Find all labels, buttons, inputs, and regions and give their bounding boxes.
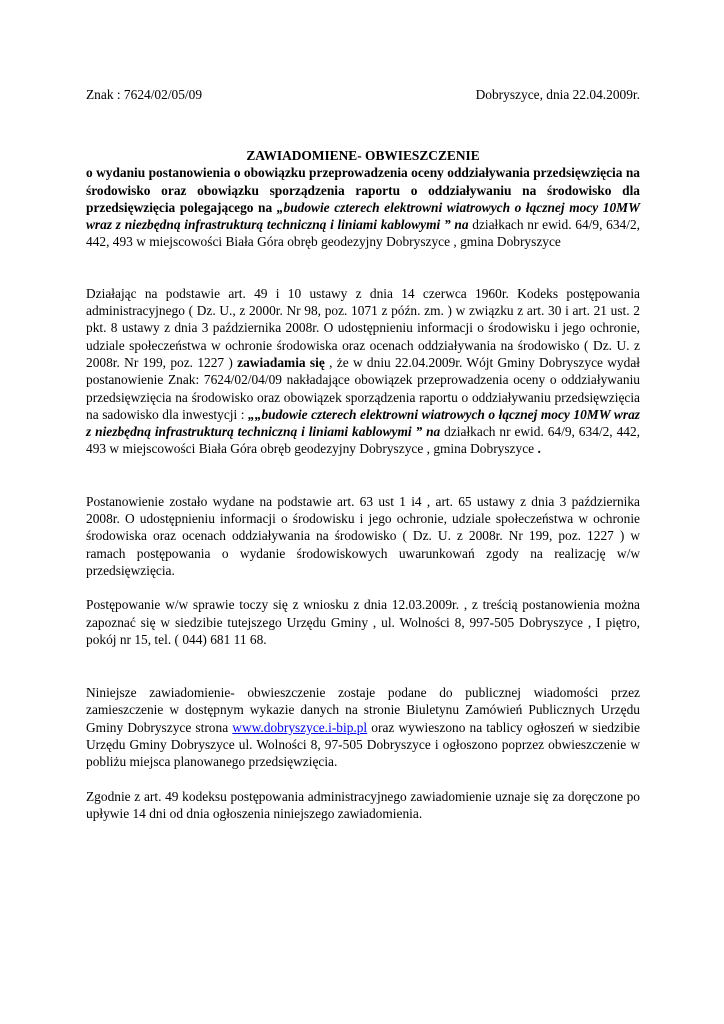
- paragraph-legal-basis: [86, 285, 640, 458]
- paragraph-1-end: .: [537, 441, 541, 457]
- document-header: [86, 86, 640, 103]
- paragraph-decision-basis: Postanowienie zostało wydane na podstawie art. 63 ust 1 i4 , art. 65 ustawy z dnia 3 października 2008r. O udostępnieniu informacji o środowisku i jego ochronie, udziale społeczeństwa w ochronie środowiska oraz ocenach oddziaływania na środowisko ( Dz. U. z 2008r. Nr 199, poz. 1227 ) w ramach postępowania o wydanie środowiskowych uwarunkowań zgody na realizację w/w przedsięwzięcia.: [86, 493, 640, 578]
- paragraph-proceedings: Postępowanie w/w sprawie toczy się z wniosku z dnia 12.03.2009r. , z treścią postanowienia można zapoznać się w siedzibie tutejszego Urzędu Gminy , ul. Wolności 8, 997-505 Dobryszyce , I piętro, pokój nr 15, tel. ( 044) 681 11 68.: [86, 597, 640, 647]
- document-title: ZAWIADOMIENE- OBWIESZCZENIE: [246, 148, 480, 163]
- paragraph-1-part-1: Działając na podstawie art. 49 i 10 ustawy z dnia 14 czerwca 1960r. Kodeks postępowania administracyjnego ( Dz. U., z 2000r. Nr 98, poz. 1071 z późn. zm. ) w związku z art. 30 i art. 21 ust. 2 pkt. 8 ustawy z dnia 3 października 2008r. O udostępnieniu informacji o środowisku i jego ochronie, udziale społeczeństwa w ochronie środowiska oraz ocenach oddziaływania na środowisko ( Dz. U. z 2008r. Nr 199, poz. 1227 ): [86, 285, 640, 370]
- document-subject: [86, 164, 640, 250]
- subject-location: działkach nr ewid. 64/9, 634/2, 442, 493 w miejscowości Biała Góra obręb geodezyjny Dobryszyce , gmina Dobryszyce: [86, 217, 641, 250]
- paragraph-publication: [86, 684, 640, 770]
- paragraph-1-project: „„budowie czterech elektrowni wiatrowych o łącznej mocy 10MW wraz z niezbędną infrastrukturą techniczną i liniami kablowymi ” na: [86, 406, 640, 440]
- paragraph-1-bold: zawiadamia się: [237, 354, 325, 370]
- paragraph-4-part-2: oraz wywieszono na tablicy ogłoszeń w siedzibie Urzędu Gminy Dobryszyce ul. Wolności 8, 97-505 Dobryszyce i ogłoszono poprzez obwieszczenie w pobliżu miejsca planowanego przedsięwzięcia.: [86, 719, 641, 770]
- paragraph-4-part-1: Niniejsze zawiadomienie- obwieszczenie zostaje podane do publicznej wiadomości przez zamieszczenie w dostępnym wykazie danych na stronie Biuletynu Zamówień Publicznych Urzędu Gminy Dobryszyce strona: [86, 685, 640, 735]
- reference-number: Znak : 7624/02/05/09: [86, 87, 203, 102]
- document-page: [86, 86, 640, 822]
- paragraph-1-part-3: działkach nr ewid. 64/9, 634/2, 442, 493 w miejscowości Biała Góra obręb geodezyjny Dobryszyce , gmina Dobryszyce: [86, 424, 640, 457]
- subject-project: „budowie czterech elektrowni wiatrowych o łącznej mocy 10MW wraz z niezbędną infrastrukturą techniczną i liniami kablowymi ” na: [86, 199, 640, 233]
- subject-intro: o wydaniu postanowienia o obowiązku przeprowadzenia oceny oddziaływania przedsięwzięcia na środowisko oraz obowiązku sporządzenia raportu o oddziaływaniu na środowisko dla przedsięwzięcia polegającego na: [86, 165, 640, 215]
- paragraph-1-part-2: , że w dniu 22.04.2009r. Wójt Gminy Dobryszyce wydał postanowienie Znak: 7624/02/04/09 nakładające obowiązek przeprowadzenia oceny o oddziaływaniu przedsięwzięcia na środowisko oraz obowiązek sporządzenia raportu o oddziaływaniu przedsięwzięcia na sadowisko dla inwestycji :: [86, 354, 640, 422]
- bip-website-link[interactable]: www.dobryszyce.i-bip.pl: [232, 719, 368, 735]
- place-and-date: Dobryszyce, dnia 22.04.2009r.: [475, 87, 640, 102]
- paragraph-delivery: Zgodnie z art. 49 kodeksu postępowania administracyjnego zawiadomienie uznaje się za doręczone po upływie 14 dni od dnia ogłoszenia niniejszego zawiadomienia.: [86, 788, 640, 821]
